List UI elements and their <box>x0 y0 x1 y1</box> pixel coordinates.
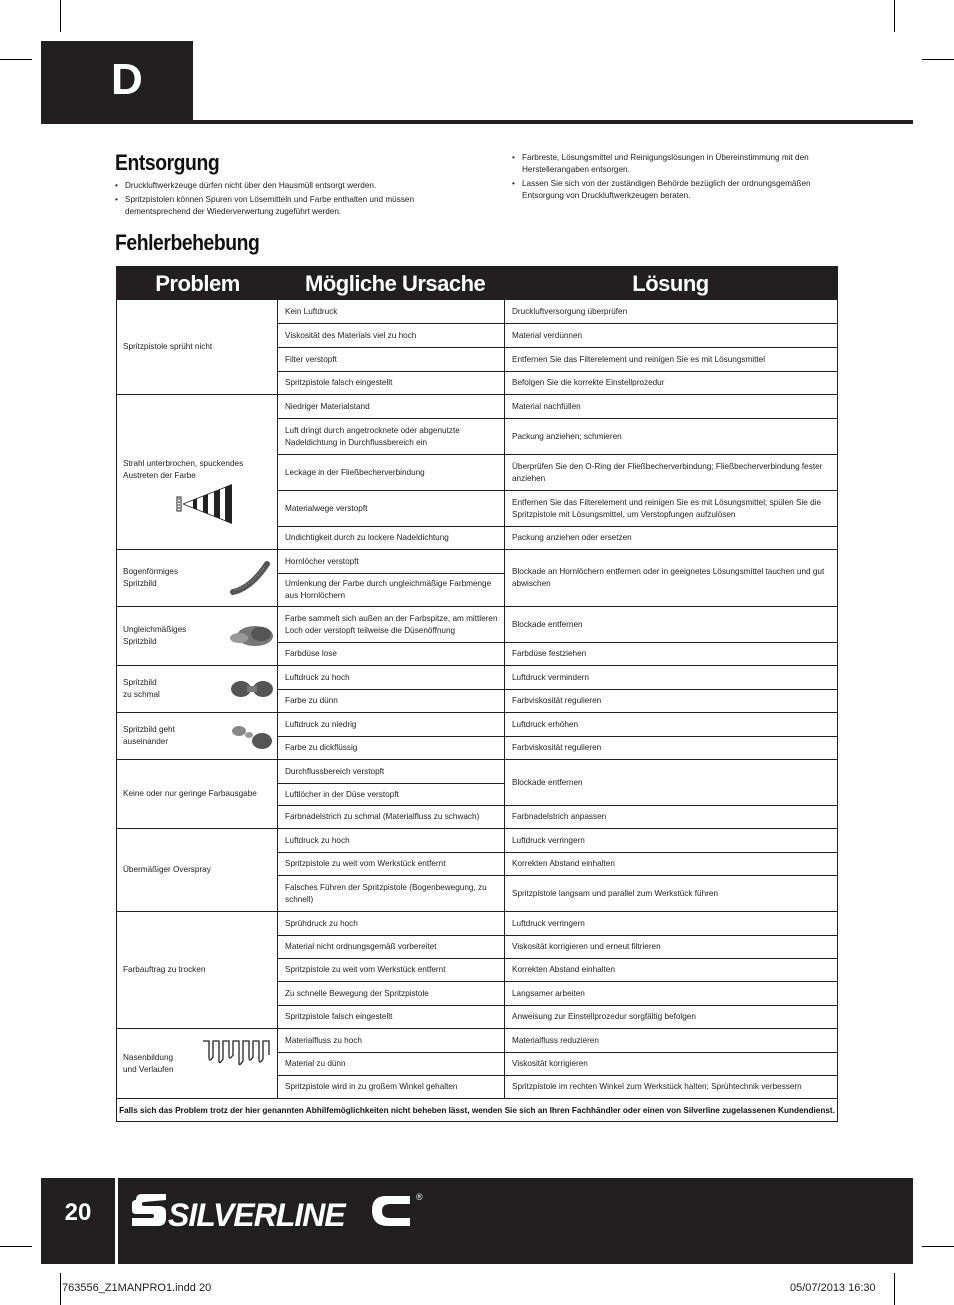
table-row <box>278 642 837 665</box>
problem-text: Farbauftrag zu trocken <box>123 965 206 974</box>
table-row <box>278 526 837 549</box>
table-group <box>117 300 837 394</box>
table-group <box>117 911 837 1028</box>
split-spray-pattern-icon <box>229 721 275 751</box>
brand-wordmark: SILVERLINE <box>168 1197 345 1233</box>
cause-cell: Spritzpistole falsch eingestellt <box>278 372 505 394</box>
table-row <box>278 875 837 911</box>
solution-cell: Packung anziehen; schmieren <box>512 431 622 441</box>
table-row <box>278 829 837 852</box>
problem-text: Keine oder nur geringe Farbausgabe <box>123 789 257 798</box>
cause-cell: Farbe zu dünn <box>278 690 505 712</box>
cause-cell: Spritzpistole falsch eingestellt <box>278 1006 505 1028</box>
solution-cell: Langsamer arbeiten <box>512 988 585 998</box>
table-row <box>278 1075 837 1098</box>
problem-cell <box>117 666 278 712</box>
solution-cell: Luftdruck erhöhen <box>512 719 578 729</box>
table-row <box>278 736 837 759</box>
solution-cell: Entfernen Sie das Filterelement und reinigen Sie es mit Lösungsmittel <box>512 354 766 364</box>
table-row <box>278 323 837 347</box>
problem-text: Spritzbild geht auseinander <box>123 725 175 746</box>
table-group <box>117 606 837 665</box>
problem-text: Übermäßiger Overspray <box>123 865 211 874</box>
problem-cell <box>117 395 278 549</box>
problem-text: Spritzbild zu schmal <box>123 678 160 699</box>
solution-cell: Farbnadelstrich anpassen <box>512 812 607 821</box>
problem-cell <box>117 607 278 665</box>
cause-cell: Farbe zu dickflüssig <box>278 737 505 759</box>
entsorgung-list-left <box>115 180 425 220</box>
problem-cell <box>117 550 278 606</box>
crop-mark <box>0 59 32 60</box>
cause-cell: Spritzpistole zu weit vom Werkstück entfernt <box>278 959 505 981</box>
table-row <box>278 805 837 828</box>
cause-cell: Viskosität des Materials viel zu hoch <box>278 324 505 347</box>
table-group <box>117 828 837 911</box>
solution-cell: Spritzpistole langsam und parallel zum Werkstück führen <box>512 888 718 898</box>
cause-cell: Sprühdruck zu hoch <box>278 912 505 935</box>
solution-cell: Blockade entfernen <box>512 777 583 787</box>
cause-cell: Luftlöcher in der Düse verstopft <box>278 783 504 805</box>
narrow-spray-pattern-icon <box>229 676 275 702</box>
language-code: D <box>111 55 142 104</box>
troubleshooting-table <box>116 266 838 1122</box>
cause-cell: Durchflussbereich verstopft <box>285 766 385 776</box>
table-row <box>278 852 837 875</box>
table-row <box>278 347 837 371</box>
cause-cell: Filter verstopft <box>278 348 505 371</box>
cause-cell: Material nicht ordnungsgemäß vorbereitet <box>278 936 505 958</box>
crop-mark <box>60 1273 61 1305</box>
slug-date: 05/07/2013 16:30 <box>790 1282 876 1294</box>
table-row <box>278 490 837 526</box>
solution-cell: Farbdüse festziehen <box>512 649 587 658</box>
problem-text: Spritzpistole sprüht nicht <box>123 342 213 351</box>
list-item: • Lassen Sie sich von der zuständigen Behörde bezüglich der ordnungsgemäßen Entsorgung von Druckluftwerkzeugen beraten. <box>512 178 822 202</box>
header-problem: Problem <box>155 271 240 296</box>
solution-cell: Packung anziehen oder ersetzen <box>512 533 632 542</box>
cause-cell: Zu schnelle Bewegung der Spritzpistole <box>278 982 505 1005</box>
table-row <box>278 395 837 418</box>
table-row <box>278 935 837 958</box>
cause-cell: Materialfluss zu hoch <box>278 1029 505 1052</box>
solution-cell: Farbviskosität regulieren <box>512 743 602 752</box>
table-row <box>278 666 837 689</box>
table-row <box>278 1029 837 1052</box>
cause-cell: Luftdruck zu hoch <box>278 829 505 852</box>
cause-cell: Luftdruck zu hoch <box>278 666 505 689</box>
header-solution: Lösung <box>632 271 709 296</box>
solution-cell: Farbviskosität regulieren <box>512 696 602 705</box>
problem-cell <box>117 760 278 828</box>
table-group <box>117 759 837 828</box>
solution-cell: Druckluftversorgung überprüfen <box>512 306 628 316</box>
table-group <box>117 1028 837 1098</box>
table-row <box>278 713 837 736</box>
cause-cell: Spritzpistole wird in zu großem Winkel gehalten <box>278 1076 505 1098</box>
table-footer-note: Falls sich das Problem trotz der hier genannten Abhilfemöglichkeiten nicht beheben lässt, wenden Sie sich an Ihren Fachhändler oder einen von Silverline zugelassenen Kundendienst. <box>117 1098 837 1121</box>
table-row <box>278 371 837 394</box>
uneven-spray-pattern-icon <box>227 621 275 651</box>
spray-stream-icon <box>175 483 237 525</box>
cause-cell: Farbnadelstrich zu schmal (Materialfluss zu schwach) <box>278 806 505 828</box>
solution-cell: Überprüfen Sie den O-Ring der Fließbecherverbindung; Fließbecherverbindung fester anziehen <box>512 461 823 483</box>
table-row <box>278 958 837 981</box>
cause-cell: Leckage in der Fließbecherverbindung <box>278 455 505 490</box>
entsorgung-heading: Entsorgung <box>115 150 220 175</box>
list-item: • Druckluftwerkzeuge dürfen nicht über den Hausmüll entsorgt werden. <box>115 180 425 192</box>
crop-mark <box>922 1246 954 1247</box>
problem-cell <box>117 912 278 1028</box>
solution-cell: Luftdruck vermindern <box>512 672 589 682</box>
problem-text: Nasenbildung und Verlaufen <box>123 1052 174 1074</box>
table-row <box>278 981 837 1005</box>
list-item: • Spritzpistolen können Spuren von Lösemitteln und Farbe enthalten und müssen dementsprechend der Wiederverwertung zugeführt werden. <box>115 194 425 218</box>
solution-cell: Befolgen Sie die korrekte Einstellprozedur <box>512 378 665 387</box>
table-row <box>278 300 837 323</box>
fehlerbehebung-heading: Fehlerbehebung <box>115 230 260 255</box>
table-row <box>278 1005 837 1028</box>
crop-mark <box>60 0 61 32</box>
entsorgung-list-right <box>512 152 822 204</box>
cause-cell: Falsches Führen der Spritzpistole (Bogenbewegung, zu schnell) <box>278 876 505 911</box>
table-header <box>117 267 837 300</box>
table-row <box>278 689 837 712</box>
table-group <box>117 712 837 759</box>
solution-cell: Materialfluss reduzieren <box>512 1035 599 1045</box>
table-group <box>117 665 837 712</box>
arc-spray-pattern-icon <box>229 560 273 596</box>
solution-cell: Korrekten Abstand einhalten <box>512 965 615 974</box>
language-tab <box>41 41 193 124</box>
solution-cell: Material verdünnen <box>512 330 583 340</box>
table-row <box>278 607 837 642</box>
crop-mark <box>922 59 954 60</box>
problem-cell <box>117 829 278 911</box>
footer-divider <box>115 1178 118 1264</box>
registered-mark: ® <box>416 1192 423 1202</box>
solution-cell: Entfernen Sie das Filterelement und reinigen Sie es mit Lösungsmittel; spülen Sie die Spritzpistole mit Lösungsmittel, um Verstopfungen aufzulösen <box>512 497 822 519</box>
crop-mark <box>894 0 895 32</box>
problem-text: Ungleichmäßiges Spritzbild <box>123 625 187 646</box>
solution-cell: Anweisung zur Einstellprozedur sorgfältig befolgen <box>512 1012 696 1021</box>
cause-cell: Luftdruck zu niedrig <box>278 713 505 736</box>
solution-cell: Korrekten Abstand einhalten <box>512 859 615 868</box>
crop-mark <box>0 1246 32 1247</box>
runs-sags-icon <box>201 1037 273 1067</box>
cause-cell: Spritzpistole zu weit vom Werkstück entfernt <box>278 853 505 875</box>
slug-file: 763556_Z1MANPRO1.indd 20 <box>62 1282 212 1294</box>
cause-cell: Material zu dünn <box>278 1053 505 1075</box>
cause-cell: Umlenkung der Farbe durch ungleichmäßige Farbmenge aus Hornlöchern <box>278 573 504 606</box>
table-group <box>117 394 837 549</box>
table-group <box>117 549 837 606</box>
table-row <box>278 418 837 454</box>
crop-mark <box>894 1273 895 1305</box>
problem-text: Bogenförmiges Spritzbild <box>123 567 179 588</box>
solution-cell: Spritzpistole im rechten Winkel zum Werkstück halten; Sprühtechnik verbessern <box>512 1082 802 1091</box>
solution-cell: Blockade entfernen <box>512 619 583 629</box>
cause-cell: Materialwege verstopft <box>278 491 505 526</box>
problem-text: Strahl unterbrochen, spuckendes Austreten der Farbe <box>123 459 244 480</box>
cause-cell: Kein Luftdruck <box>278 300 505 323</box>
silverline-logo <box>128 1186 428 1236</box>
problem-cell <box>117 300 278 394</box>
solution-cell: Blockade an Hornlöchern entfernen oder in geeignetes Lösungsmittel tauchen und gut abwischen <box>512 567 825 588</box>
solution-cell: Viskosität korrigieren und erneut filtrieren <box>512 942 661 951</box>
cause-cell: Niedriger Materialstand <box>278 395 505 418</box>
cause-cell: Hornlöcher verstopft <box>285 556 359 566</box>
header-rule <box>41 120 913 124</box>
table-row <box>278 454 837 490</box>
header-cause: Mögliche Ursache <box>305 271 486 296</box>
cause-cell: Farbe sammelt sich außen an der Farbspitze, am mittleren Loch oder verstopft teilweise die Düsenöffnung <box>278 607 505 642</box>
problem-cell <box>117 1029 278 1098</box>
cause-cell: Luft dringt durch angetrocknete oder abgenutzte Nadeldichtung in Durchflussbereich ein <box>278 419 505 454</box>
cause-cell: Farbdüse lose <box>278 643 505 665</box>
list-item: • Farbreste, Lösungsmittel und Reinigungslösungen in Übereinstimmung mit den Herstellerangaben entsorgen. <box>512 152 822 176</box>
table-row <box>278 912 837 935</box>
solution-cell: Material nachfüllen <box>512 401 581 411</box>
solution-cell: Viskosität korrigieren <box>512 1059 588 1068</box>
solution-cell: Luftdruck verringern <box>512 918 585 928</box>
page-number: 20 <box>64 1199 92 1226</box>
solution-cell: Luftdruck verringern <box>512 835 585 845</box>
problem-cell <box>117 713 278 759</box>
table-row <box>278 1052 837 1075</box>
cause-cell: Undichtigkeit durch zu lockere Nadeldichtung <box>278 527 505 549</box>
